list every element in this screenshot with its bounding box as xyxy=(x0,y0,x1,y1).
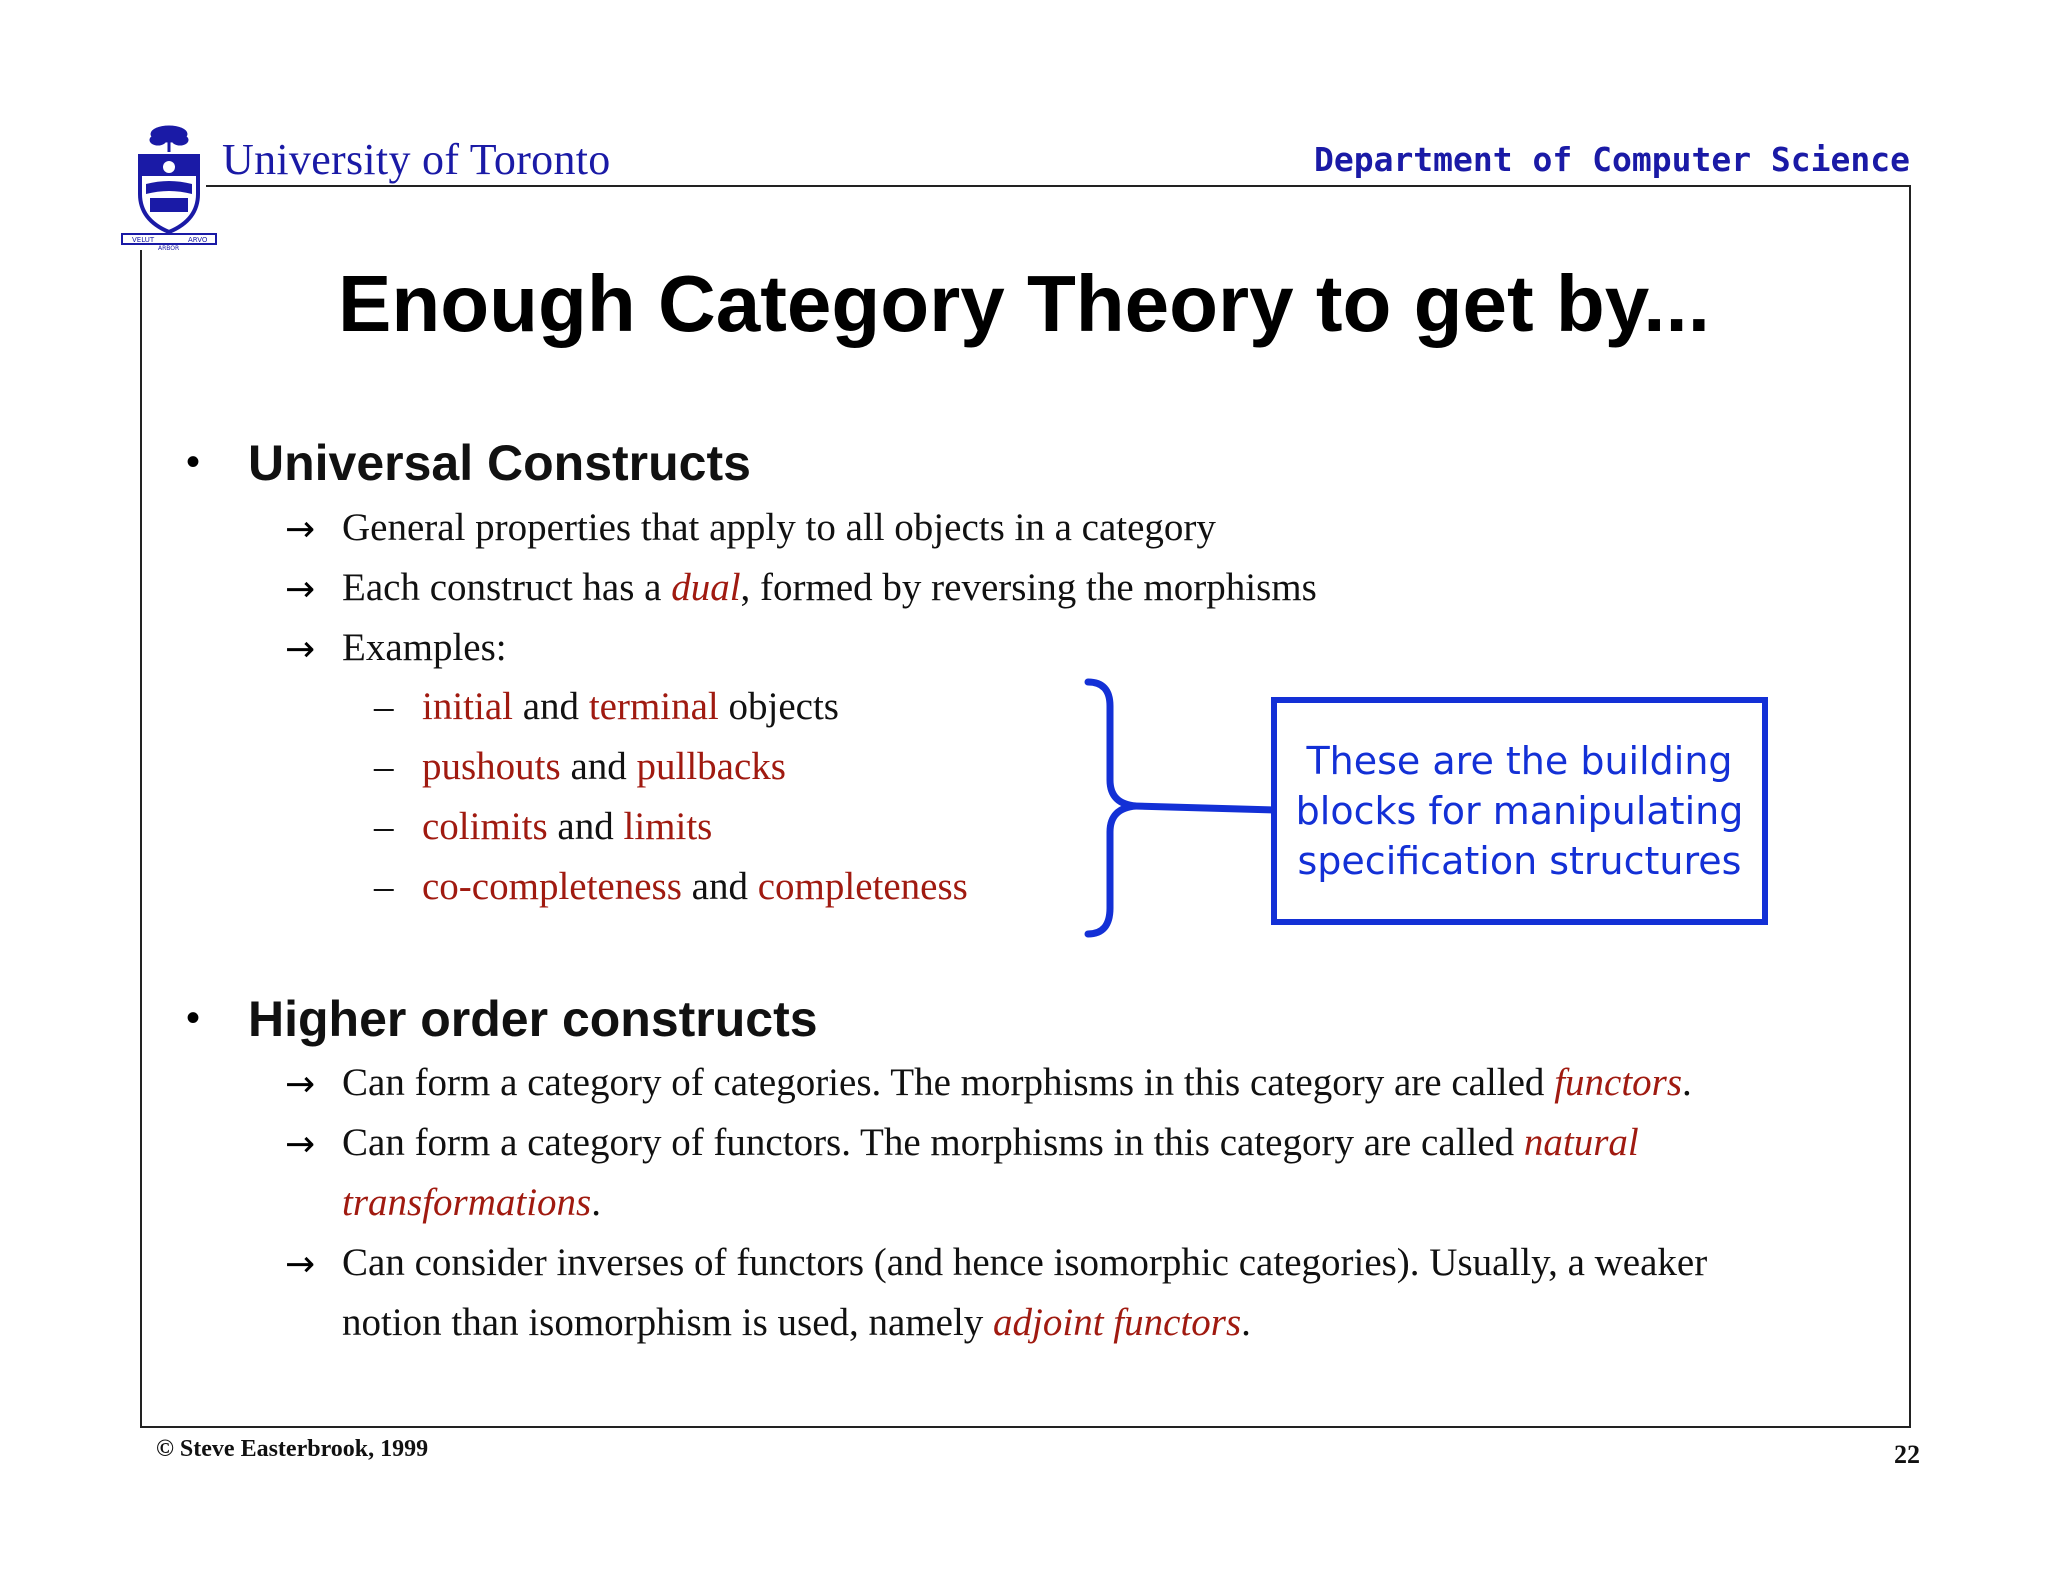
svg-text:VELUT: VELUT xyxy=(132,236,155,244)
page-number: 22 xyxy=(1894,1440,1920,1469)
arrow-icon: → xyxy=(285,1124,316,1165)
point-examples: Examples: xyxy=(342,626,507,669)
arrow-icon: → xyxy=(285,1064,316,1105)
slide-title: Enough Category Theory to get by... xyxy=(338,259,1710,348)
term-dual: dual xyxy=(671,566,741,609)
term-functors: functors xyxy=(1554,1061,1683,1104)
example-initial-terminal: initial and terminal objects xyxy=(422,685,839,728)
frame-left-border xyxy=(140,250,142,1428)
curly-brace-connector xyxy=(1080,676,1276,940)
copyright-notice: © Steve Easterbrook, 1999 xyxy=(156,1436,429,1462)
term-adjoint-functors: adjoint functors xyxy=(993,1301,1242,1344)
example-completeness: co-completeness and completeness xyxy=(422,865,968,908)
arrow-icon: → xyxy=(285,629,316,670)
dash-icon: – xyxy=(374,865,394,908)
header-rule xyxy=(206,185,1911,187)
point-natural-transformations-line1: Can form a category of functors. The morphisms in this category are called natural xyxy=(342,1121,1639,1164)
callout-box xyxy=(1271,697,1768,925)
point-adjoint-line2: notion than isomorphism is used, namely adjoint functors. xyxy=(342,1301,1251,1344)
institution-name: University of Toronto xyxy=(222,135,611,184)
department-name: Department of Computer Science xyxy=(1313,140,1910,179)
dash-icon: – xyxy=(374,685,394,728)
footer-rule xyxy=(140,1426,1911,1428)
bullet-icon: • xyxy=(186,440,201,484)
frame-right-border xyxy=(1909,185,1911,1428)
arrow-icon: → xyxy=(285,1244,316,1285)
point-dual: Each construct has a dual, formed by reversing the morphisms xyxy=(342,566,1317,609)
dash-icon: – xyxy=(374,805,394,848)
svg-text:ARVO: ARVO xyxy=(188,236,208,244)
point-adjoint-line1: Can consider inverses of functors (and hence isomorphic categories). Usually, a weaker xyxy=(342,1241,1708,1284)
section-heading-higher-order: Higher order constructs xyxy=(248,991,818,1047)
arrow-icon: → xyxy=(285,509,316,550)
point-functors: Can form a category of categories. The morphisms in this category are called functors. xyxy=(342,1061,1692,1104)
section-heading-universal: Universal Constructs xyxy=(248,435,751,491)
point-general-properties: General properties that apply to all objects in a category xyxy=(342,506,1216,549)
example-colimits-limits: colimits and limits xyxy=(422,805,713,848)
university-crest-logo xyxy=(118,122,220,252)
dash-icon: – xyxy=(374,745,394,788)
example-pushouts-pullbacks: pushouts and pullbacks xyxy=(422,745,786,788)
point-natural-transformations-line2: transformations. xyxy=(342,1181,601,1224)
arrow-icon: → xyxy=(285,569,316,610)
callout-text: These are the building blocks for manipulating specification structures xyxy=(1295,739,1744,883)
svg-text:ARBOR: ARBOR xyxy=(158,245,180,252)
bullet-icon: • xyxy=(186,996,201,1040)
